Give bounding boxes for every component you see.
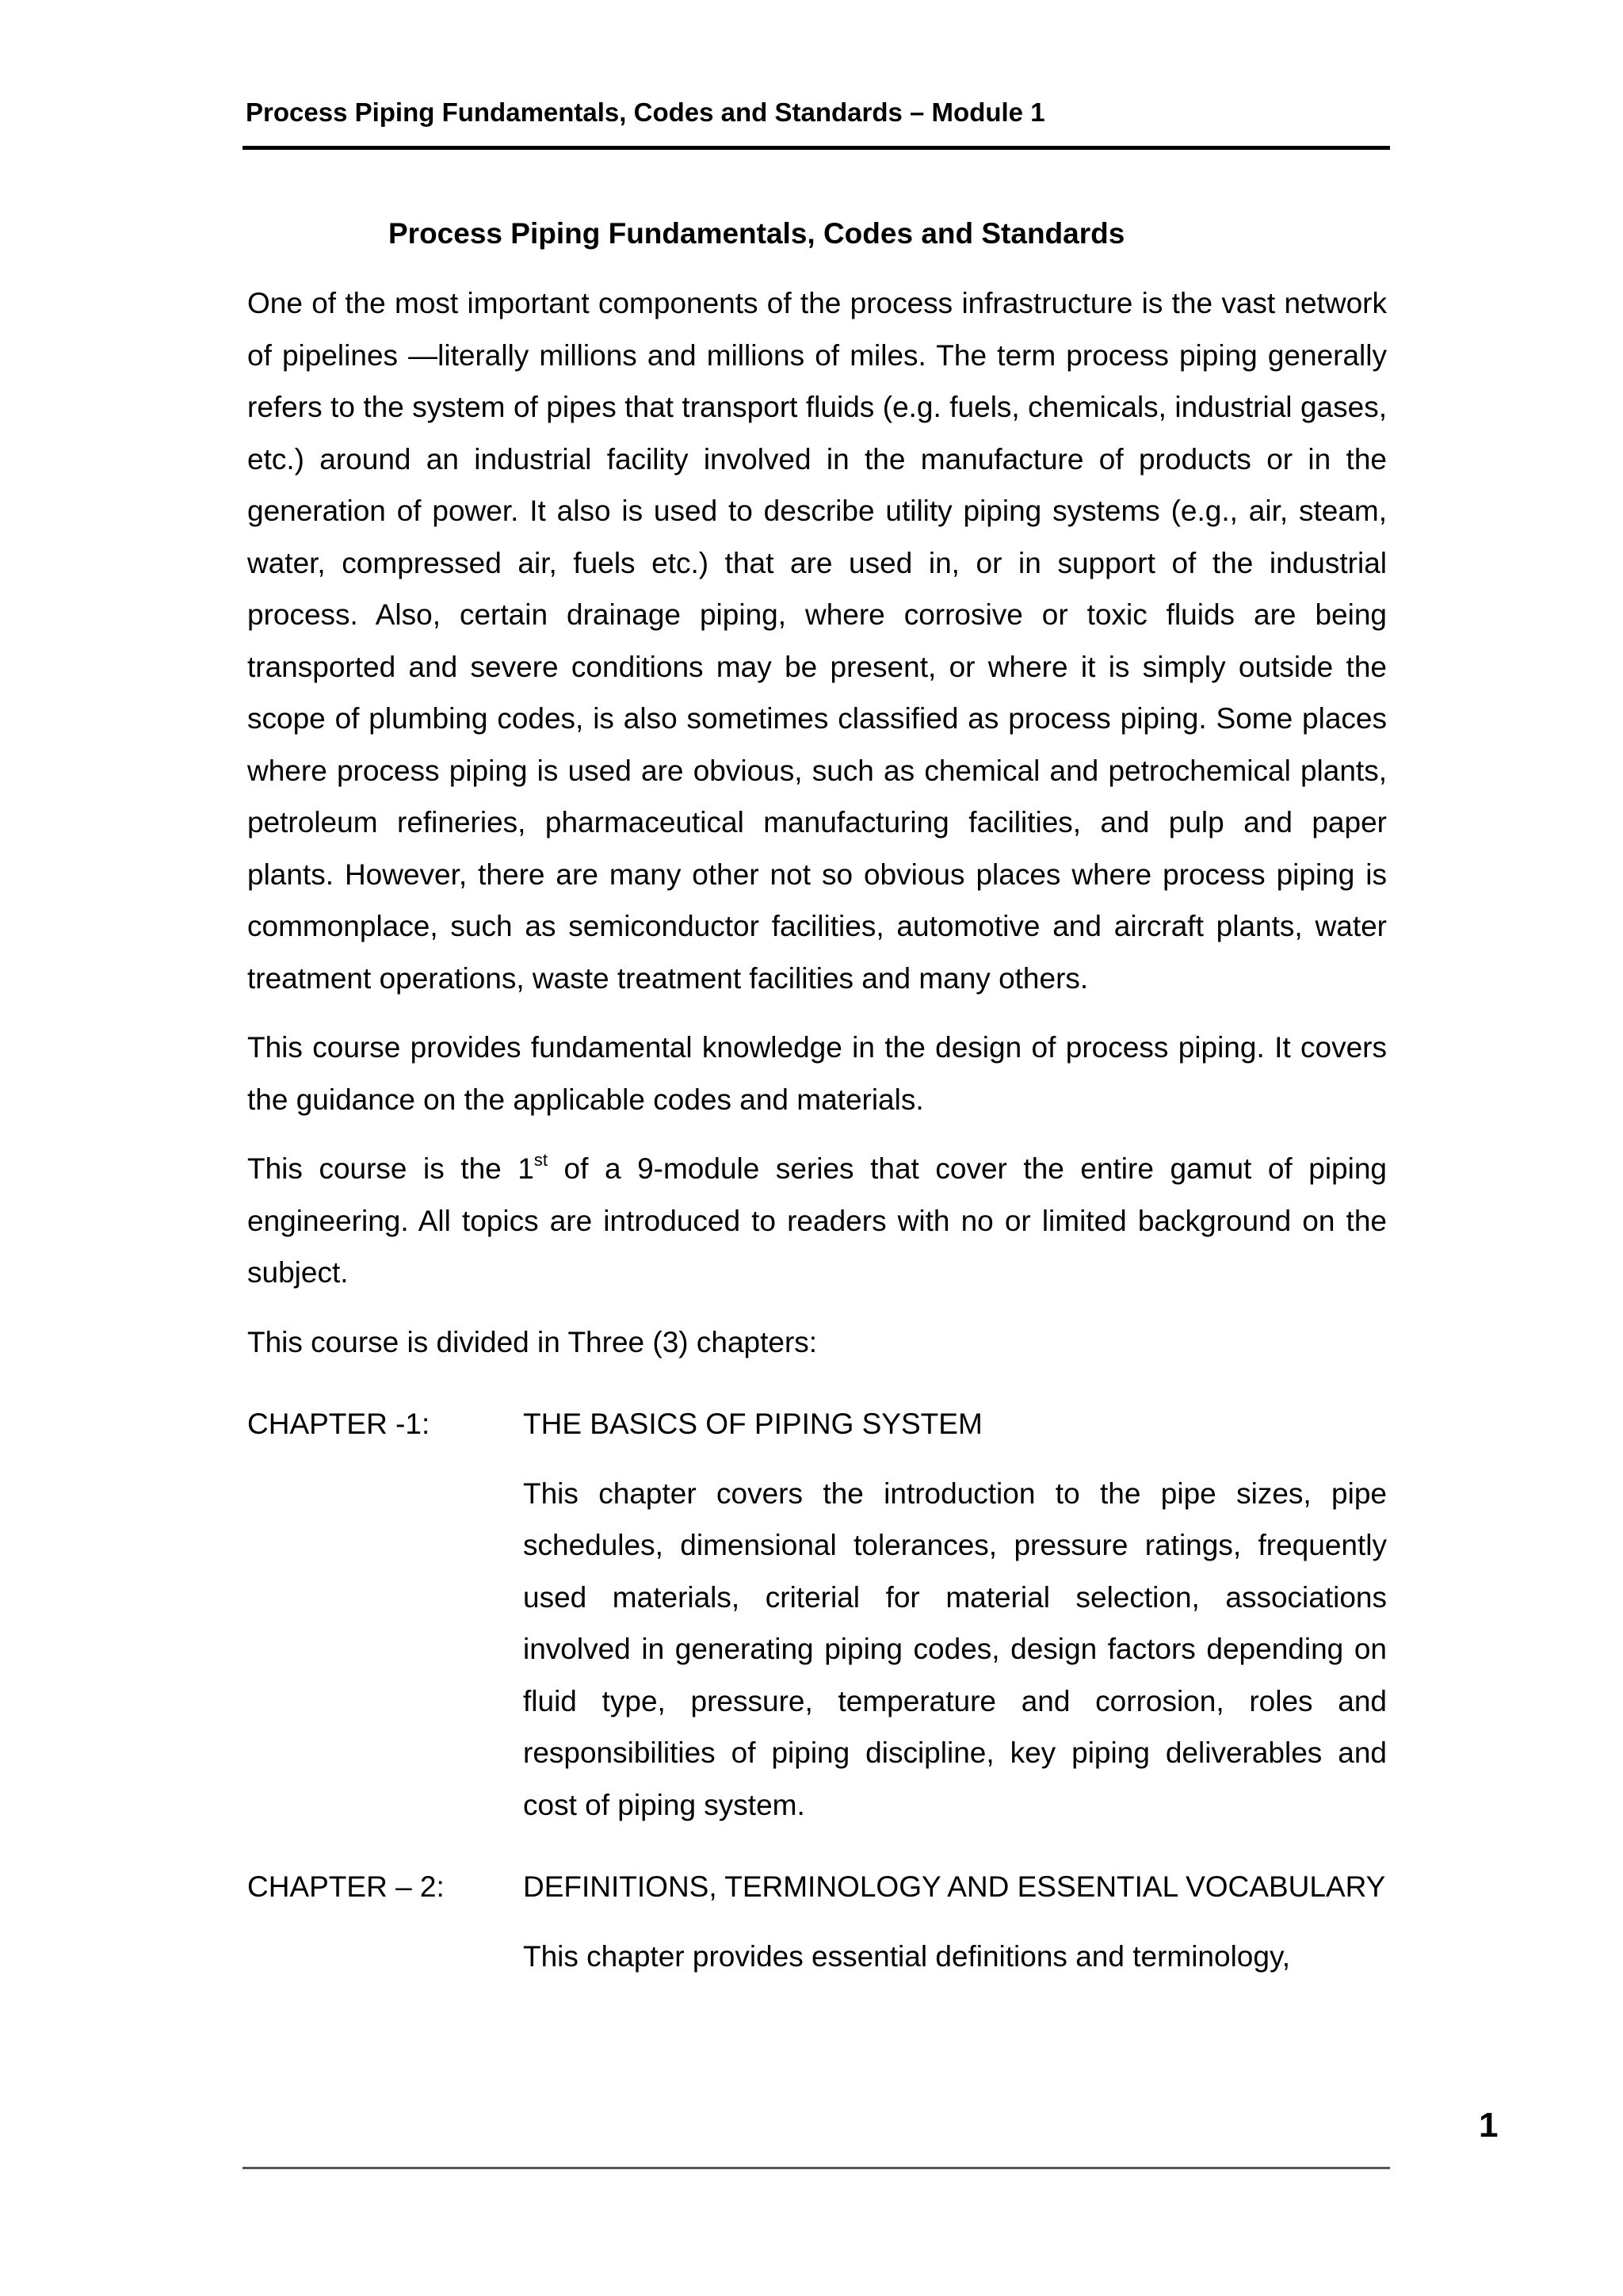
chapter-2 — [247, 1861, 1387, 1982]
page-number: 1 — [1479, 2106, 1499, 2145]
course-paragraph: This course provides fundamental knowledge in the design of process piping. It covers the guidance on the applicable codes and materials. — [247, 1031, 1387, 1116]
chapter-1 — [247, 1398, 1387, 1831]
chapter-title: DEFINITIONS, TERMINOLOGY AND ESSENTIAL VOCABULARY — [523, 1870, 1386, 1903]
document-title: Process Piping Fundamentals, Codes and Standards — [388, 217, 1125, 250]
footer-rule — [242, 2167, 1390, 2169]
series-text-after: of a 9-module series that cover the entire gamut of piping engineering. All topics are introduced to readers with no or limited background on the subject. — [247, 1152, 1387, 1289]
chapter-label: CHAPTER -1: — [247, 1408, 430, 1440]
chapter-label: CHAPTER – 2: — [247, 1870, 445, 1903]
chapter-content — [523, 1398, 1387, 1831]
chapter-description: This chapter provides essential definitions and terminology, — [523, 1939, 1290, 1973]
ordinal-superscript: st — [533, 1150, 548, 1170]
chapters-intro-paragraph: This course is divided in Three (3) chapters: — [247, 1325, 818, 1358]
running-header: Process Piping Fundamentals, Codes and Standards – Module 1 — [246, 97, 1045, 127]
series-text-before: This course is the 1 — [247, 1152, 534, 1185]
body-text — [247, 277, 1387, 1982]
header-rule — [242, 146, 1390, 150]
chapter-description: This chapter covers the introduction to the pipe sizes, pipe schedules, dimensional tolerances, pressure ratings, frequently used materials, criterial for material selection, associations involved in generating piping codes, design factors depending on fluid type, pressure, temperature and corrosion, roles and responsibilities of piping discipline, key piping deliverables and cost of piping system. — [523, 1477, 1387, 1821]
series-paragraph — [247, 1143, 1387, 1299]
intro-paragraph: One of the most important components of the process infrastructure is the vast network of pipelines —literally millions and millions of miles. The term process piping generally refers to the system of pipes that transport fluids (e.g. fuels, chemicals, industrial gases, etc.) around an industrial facility involved in the manufacture of products or in the generation of power. It also is used to describe utility piping systems (e.g., air, steam, water, compressed air, fuels etc.) that are used in, or in support of the industrial process. Also, certain drainage piping, where corrosive or toxic fluids are being transported and severe conditions may be present, or where it is simply outside the scope of plumbing codes, is also sometimes classified as process piping. Some places where process piping is used are obvious, such as chemical and petrochemical plants, petroleum refineries, pharmaceutical manufacturing facilities, and pulp and paper plants. However, there are many other not so obvious places where process piping is commonplace, such as semiconductor facilities, automotive and aircraft plants, water treatment operations, waste treatment facilities and many others. — [247, 287, 1387, 995]
chapter-content — [523, 1861, 1387, 1982]
chapter-title: THE BASICS OF PIPING SYSTEM — [523, 1408, 983, 1440]
